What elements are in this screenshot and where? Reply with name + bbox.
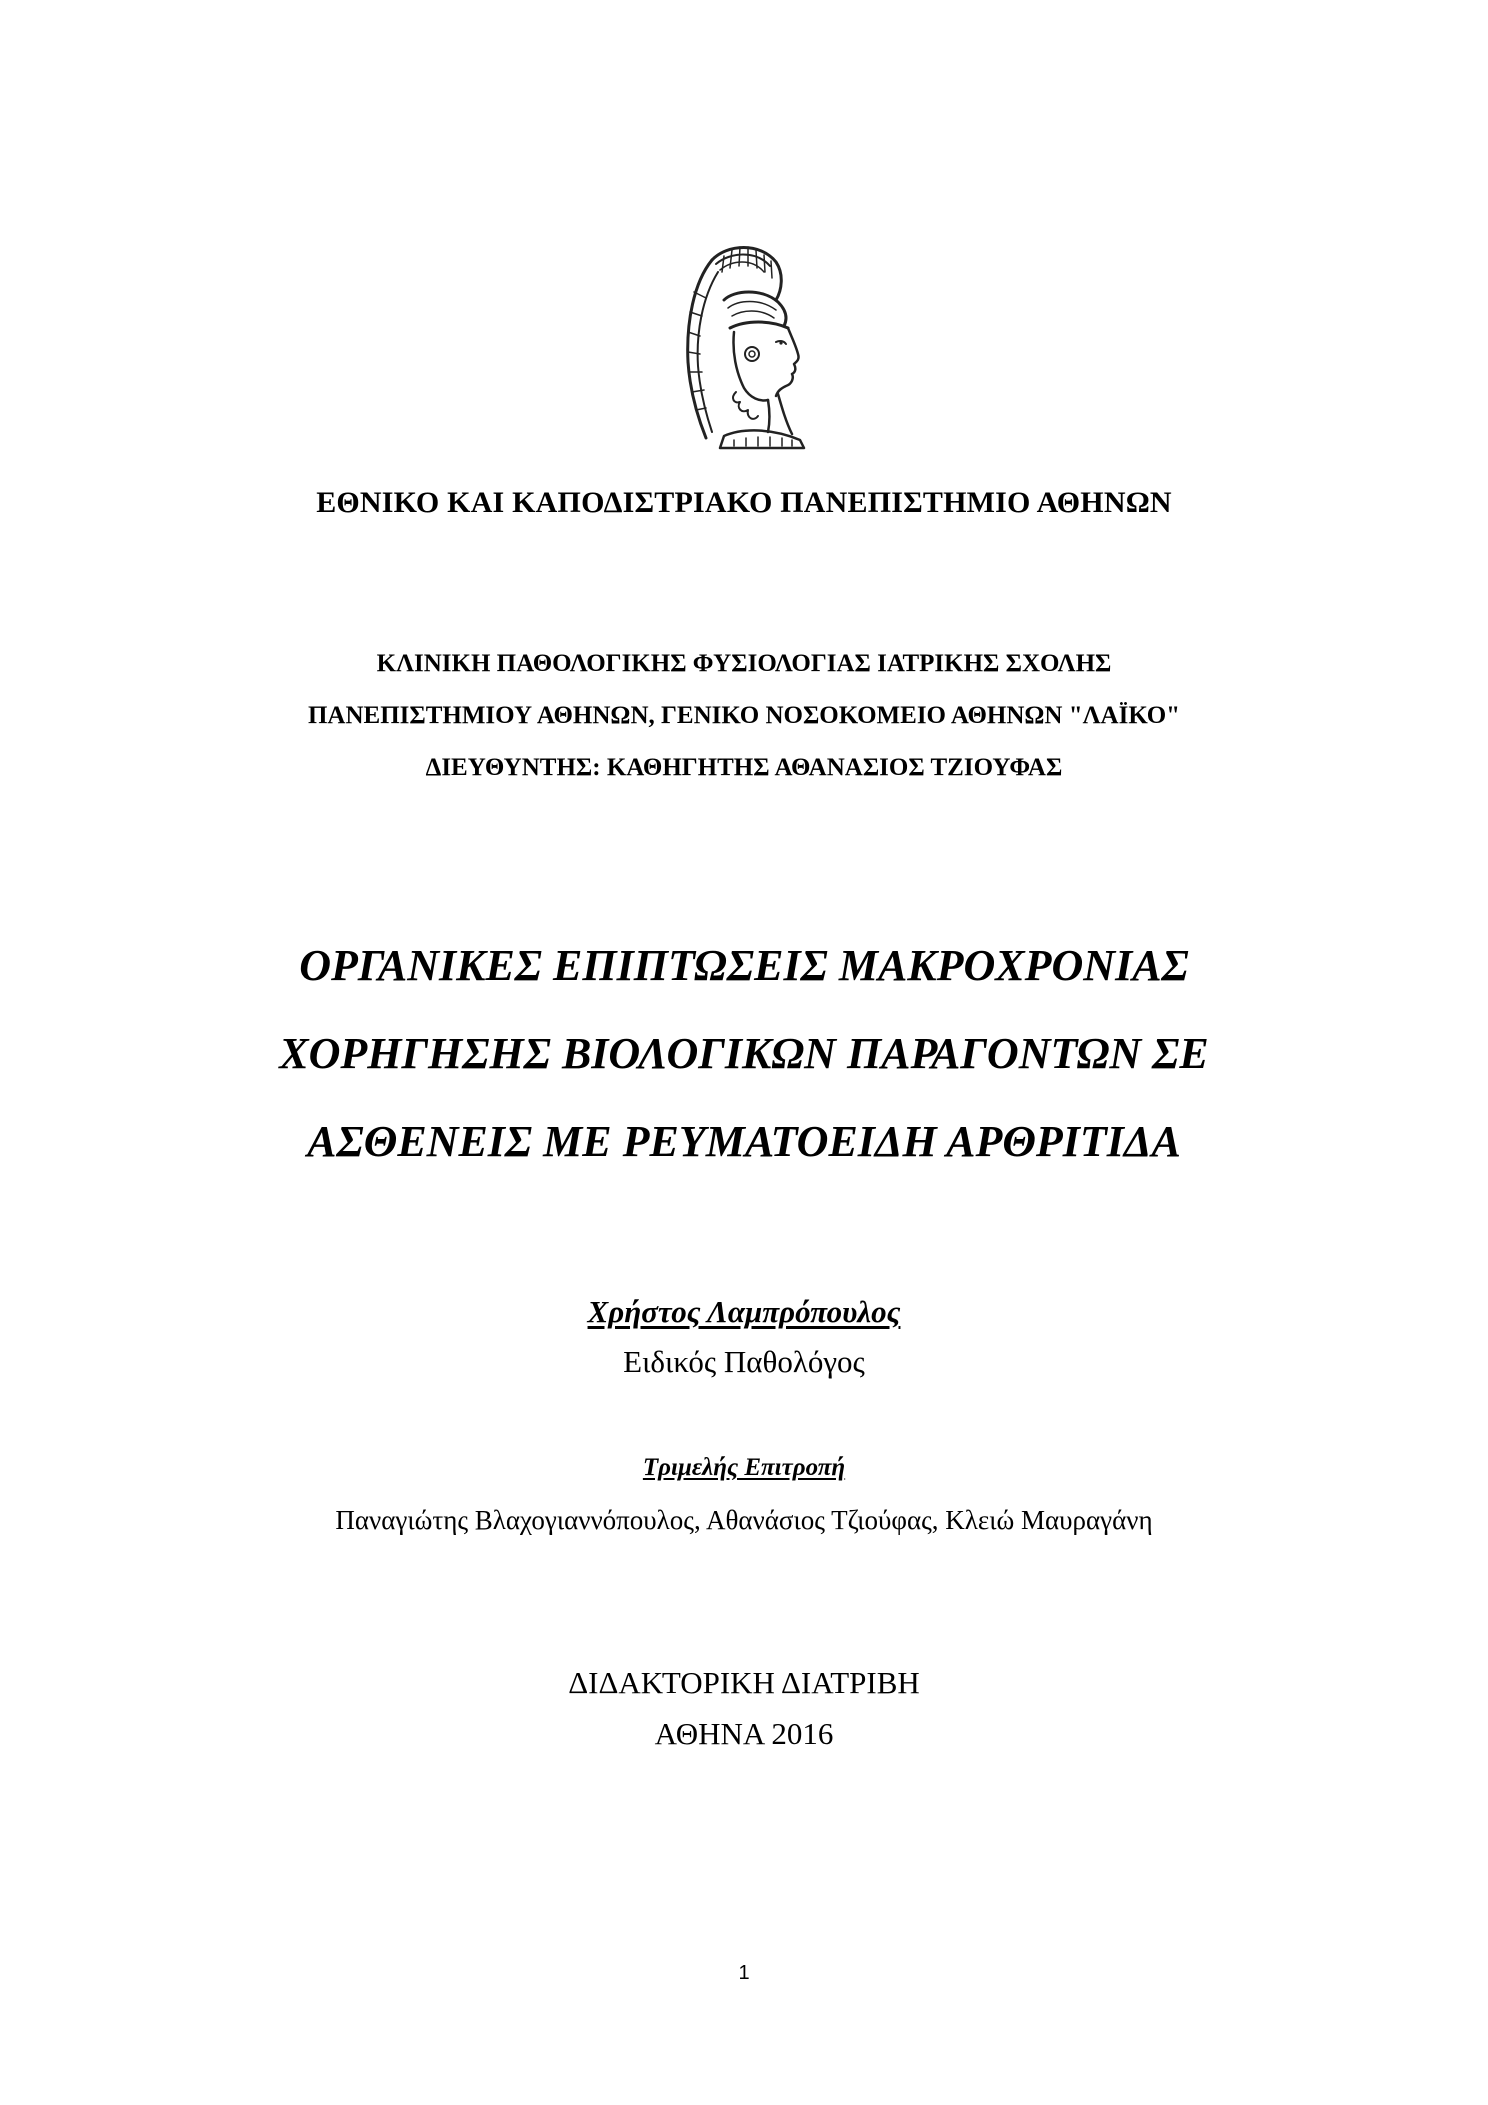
thesis-title-line: ΧΟΡΗΓΗΣΗΣ ΒΙΟΛΟΓΙΚΩΝ ΠΑΡΑΓΟΝΤΩΝ ΣΕ (279, 1029, 1209, 1078)
page-number: 1 (738, 1962, 750, 1984)
department-line: ΠΑΝΕΠΙΣΤΗΜΙΟΥ ΑΘΗΝΩΝ, ΓΕΝΙΚΟ ΝΟΣΟΚΟΜΕΙΟ ΑΘΗΝΩΝ "ΛΑΪΚΟ" (307, 702, 1181, 729)
department-line: ΚΛΙΝΙΚΗ ΠΑΘΟΛΟΓΙΚΗΣ ΦΥΣΙΟΛΟΓΙΑΣ ΙΑΤΡΙΚΗΣ ΣΧΟΛΗΣ (376, 650, 1112, 677)
thesis-title-line: ΟΡΓΑΝΙΚΕΣ ΕΠΙΠΤΩΣΕΙΣ ΜΑΚΡΟΧΡΟΝΙΑΣ (299, 941, 1189, 990)
committee-label: Τριμελής Επιτροπή (642, 1454, 846, 1481)
university-name: ΕΘΝΙΚΟ ΚΑΙ ΚΑΠΟΔΙΣΤΡΙΑΚΟ ΠΑΝΕΠΙΣΤΗΜΙΟ ΑΘΗΝΩΝ (316, 486, 1172, 519)
committee-members: Παναγιώτης Βλαχογιαννόπουλος, Αθανάσιος Τζιούφας, Κλειώ Μαυραγάνη (335, 1505, 1153, 1535)
athena-helmet-logo-icon (672, 242, 814, 452)
author-name: Χρήστος Λαμπρόπουλος (587, 1294, 901, 1329)
place-year: ΑΘΗΝΑ 2016 (654, 1716, 834, 1751)
document-type: ΔΙΔΑΚΤΟΡΙΚΗ ΔΙΑΤΡΙΒΗ (568, 1665, 920, 1700)
author-role: Ειδικός Παθολόγος (623, 1344, 865, 1379)
director-line: ΔΙΕΥΘΥΝΤΗΣ: ΚΑΘΗΓΗΤΗΣ ΑΘΑΝΑΣΙΟΣ ΤΖΙΟΥΦΑΣ (425, 754, 1063, 781)
thesis-title-line: ΑΣΘΕΝΕΙΣ ΜΕ ΡΕΥΜΑΤΟΕΙΔΗ ΑΡΘΡΙΤΙΔΑ (307, 1117, 1181, 1166)
